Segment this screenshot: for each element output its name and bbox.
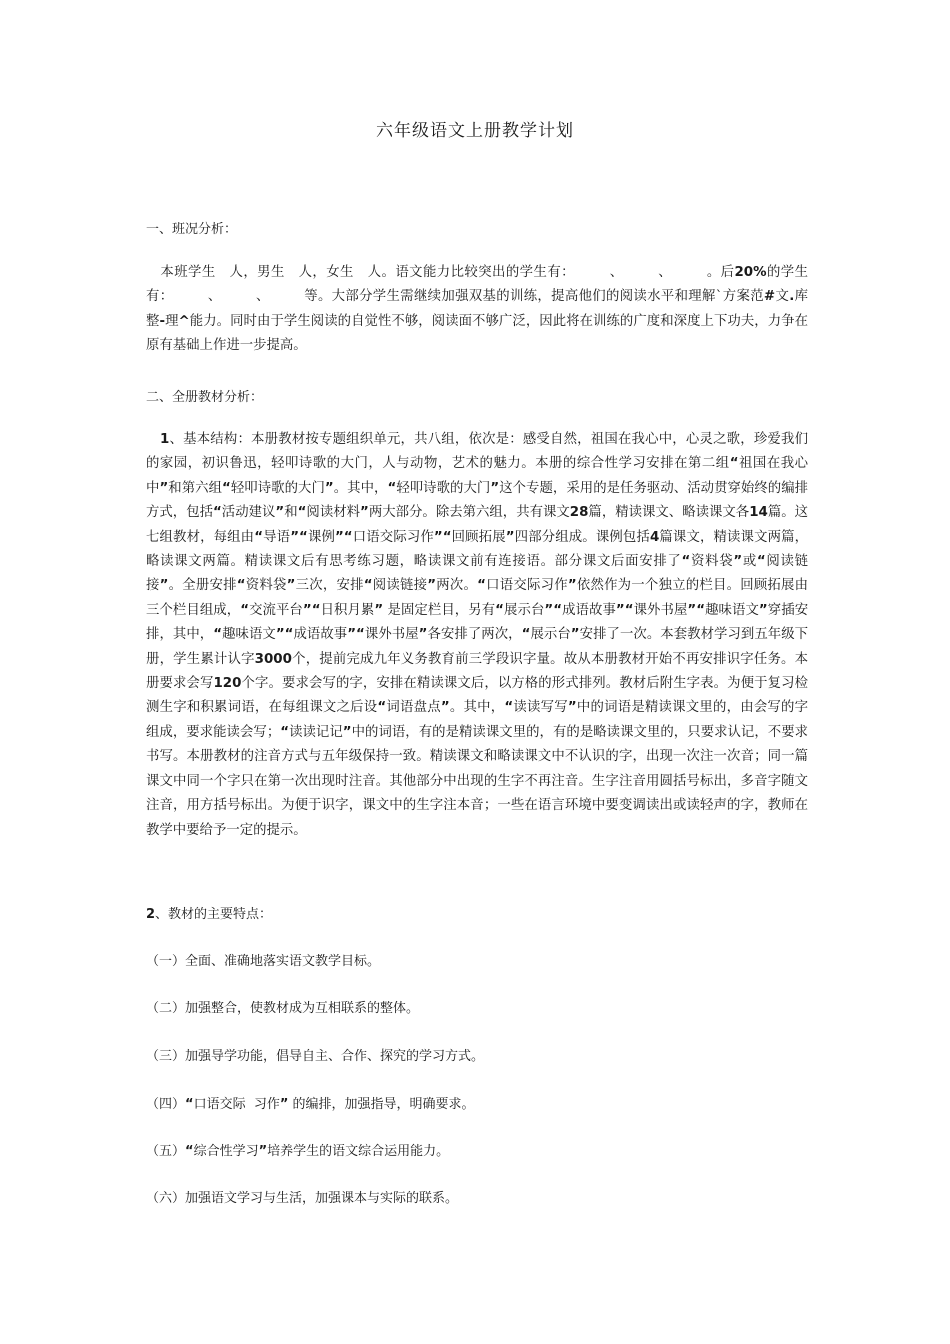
feature-item-5: （五）“综合性学习”培养学生的语文综合运用能力。 — [146, 1144, 450, 1159]
section-heading-textbook-features: 2、教材的主要特点： — [146, 907, 273, 922]
section-heading-textbook-analysis: 二、全册教材分析： — [146, 390, 264, 405]
feature-item-2: （二）加强整合，使教材成为互相联系的整体。 — [146, 1001, 420, 1016]
document-title: 六年级语文上册教学计划 — [376, 121, 574, 141]
paragraph-basic-structure: 1、基本结构：本册教材按专题组织单元，共八组，依次是：感受自然，祖国在我心中，心灵之歌，珍爱我们的家园，初识鲁迅，轻叩诗歌的大门，人与动物，艺术的魅力。本册的综合性学习安排在第二组“祖国在我心中”和第六组“轻叩诗歌的大门”。其中，“轻叩诗歌的大门”这个专题，采用的是任务驱动、活动贯穿始终的编排方式，包括“活动建议”和“阅读材料”两大部分。除去第六组，共有课文28篇，精读课文、略读课文各14篇。这七组教材，每组由“导语”“课例”“口语交际习作”“回顾拓展”四部分组成。课例包括4篇课文，精读课文两篇，略读课文两篇。精读课文后有思考练习题，略读课文前有连接语。部分课文后面安排了“资料袋”或“阅读链接”。全册安排“资料袋”三次，安排“阅读链接”两次。“口语交际习作”依然作为一个独立的栏目。回顾拓展由三个栏目组成，“交流平台”“日积月累” 是固定栏目，另有“展示台”“成语故事”“课外书屋”“趣味语文”穿插安排，其中，“趣味语文”“成语故事”“课外书屋”各安排了两次，“展示台”安排了一次。本套教材学习到五年级下册，学生累计认字3000个，提前完成九年义务教育前三学段识字量。故从本册教材开始不再安排识字任务。本册要求会写120个字。要求会写的字，安排在精读课文后，以方格的形式排列。教材后附生字表。为便于复习检测生字和积累词语，在每组课文之后设“词语盘点”。其中，“读读写写”中的词语是精读课文里的，由会写的字组成，要求能读会写；“读读记记”中的词语，有的是精读课文里的，有的是略读课文里的，只要求认记，不要求书写。本册教材的注音方式与五年级保持一致。精读课文和略读课文中不认识的字，出现一次注一次音；同一篇课文中同一个字只在第一次出现时注音。其他部分中出现的生字不再注音。生字注音用圆括号标出，多音字随文注音，用方括号标出。为便于识字，课文中的生字注本音；一些在语言环境中要变调读出或读轻声的字，教师在教学中要给予一定的提示。 — [146, 432, 809, 838]
section-heading-class-analysis: 一、班况分析： — [146, 222, 238, 237]
feature-item-6: （六）加强语文学习与生活，加强课本与实际的联系。 — [146, 1191, 459, 1206]
feature-item-1: （一）全面、准确地落实语文教学目标。 — [146, 954, 381, 969]
feature-item-4: （四）“口语交际 习作” 的编排，加强指导，明确要求。 — [146, 1097, 475, 1112]
feature-item-3: （三）加强导学功能，倡导自主、合作、探究的学习方式。 — [146, 1049, 485, 1064]
paragraph-class-analysis: 本班学生 人，男生 人，女生 人。语文能力比较突出的学生有： 、 、 。后20%的学生有： 、 、 等。大部分学生需继续加强双基的训练，提高他们的阅读水平和理解`方案范#文.库整-理^能力。同时由于学生阅读的自觉性不够，阅读面不够广泛，因此将在训练的广度和深度上下功夫，力争在原有基础上作进一步提高。 — [146, 265, 809, 354]
